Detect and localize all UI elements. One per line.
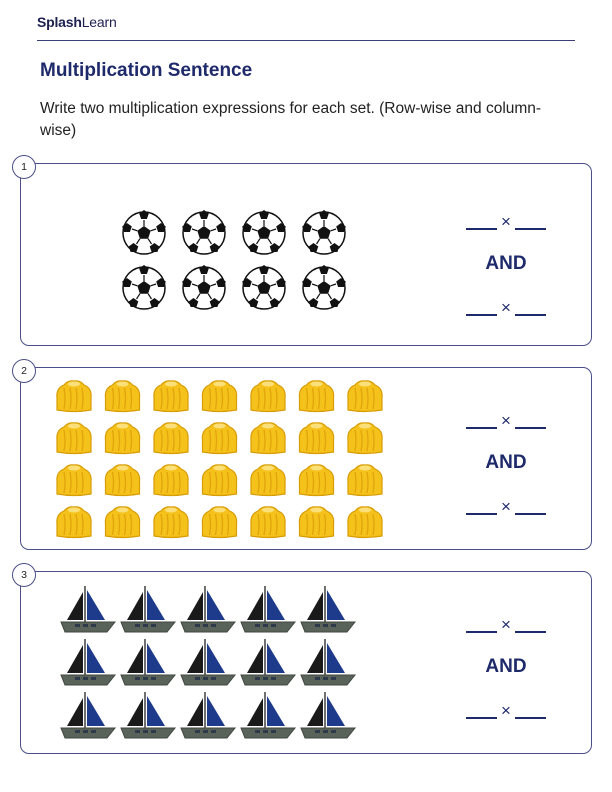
- times-sign: ×: [501, 701, 511, 720]
- jelly-icon: [105, 381, 139, 412]
- jelly-icon: [105, 507, 139, 538]
- header-divider: [37, 40, 575, 41]
- blank[interactable]: [515, 513, 546, 515]
- times-sign: ×: [501, 212, 511, 231]
- answer-area: [431, 403, 581, 533]
- expression-row-wise[interactable]: [431, 615, 581, 635]
- answer-area: [431, 204, 581, 334]
- blank[interactable]: [466, 513, 497, 515]
- blank[interactable]: [515, 631, 546, 633]
- jelly-icon: [251, 507, 285, 538]
- sailboat-icon: [301, 586, 355, 632]
- instructions: Write two multiplication expressions for each set. (Row-wise and column-wise): [40, 100, 542, 139]
- soccer-ball-icon: [242, 210, 286, 254]
- jelly-icon: [348, 381, 382, 412]
- jelly-icon: [348, 465, 382, 496]
- jelly-icon: [299, 423, 333, 454]
- jelly-icon: [202, 381, 236, 412]
- sailboat-icon: [61, 639, 115, 685]
- problem-number: 3: [12, 563, 36, 587]
- soccer-ball-icon: [122, 265, 166, 309]
- problem-box-2: [20, 367, 592, 550]
- and-label: AND: [485, 452, 527, 473]
- jelly-icon: [154, 423, 188, 454]
- splashlearn-logo: [37, 14, 117, 30]
- sailboat-icon: [181, 639, 235, 685]
- expression-column-wise[interactable]: [431, 298, 581, 318]
- sailboat-icon: [301, 692, 355, 738]
- blank[interactable]: [515, 427, 546, 429]
- sailboat-icon: [121, 586, 175, 632]
- jelly-icon: [154, 465, 188, 496]
- jelly-icon: [57, 423, 91, 454]
- expression-column-wise[interactable]: [431, 497, 581, 517]
- times-sign: ×: [501, 411, 511, 430]
- times-sign: ×: [501, 615, 511, 634]
- soccer-ball-icon: [302, 210, 346, 254]
- jelly-icon: [348, 507, 382, 538]
- sailboat-icon: [241, 586, 295, 632]
- jelly-icon: [57, 381, 91, 412]
- soccer-ball-array: [21, 164, 401, 345]
- soccer-ball-icon: [182, 210, 226, 254]
- jelly-icon: [202, 423, 236, 454]
- jelly-icon: [105, 465, 139, 496]
- expression-row-wise[interactable]: [431, 411, 581, 431]
- blank[interactable]: [466, 314, 497, 316]
- answer-area: [431, 607, 581, 737]
- blank[interactable]: [466, 717, 497, 719]
- jelly-icon: [299, 507, 333, 538]
- blank[interactable]: [515, 717, 546, 719]
- sailboat-icon: [241, 692, 295, 738]
- and-label: AND: [485, 253, 527, 274]
- soccer-ball-icon: [242, 265, 286, 309]
- problem-number: 1: [12, 155, 36, 179]
- times-sign: ×: [501, 497, 511, 516]
- problem-number: 2: [12, 359, 36, 383]
- sailboat-icon: [181, 692, 235, 738]
- soccer-ball-icon: [302, 265, 346, 309]
- jelly-icon: [202, 465, 236, 496]
- sailboat-icon: [121, 639, 175, 685]
- sailboat-icon: [301, 639, 355, 685]
- soccer-ball-icon: [182, 265, 226, 309]
- jelly-icon: [251, 381, 285, 412]
- jelly-icon: [202, 507, 236, 538]
- sailboat-icon: [241, 639, 295, 685]
- jelly-icon: [154, 381, 188, 412]
- times-sign: ×: [501, 298, 511, 317]
- sailboat-array: [21, 572, 401, 753]
- blank[interactable]: [515, 228, 546, 230]
- logo-text-splash: Splash: [37, 14, 82, 30]
- blank[interactable]: [515, 314, 546, 316]
- and-label: AND: [485, 656, 527, 677]
- sailboat-icon: [61, 586, 115, 632]
- sailboat-icon: [181, 586, 235, 632]
- jelly-icon: [299, 381, 333, 412]
- jelly-icon: [57, 465, 91, 496]
- sailboat-icon: [121, 692, 175, 738]
- blank[interactable]: [466, 228, 497, 230]
- jelly-icon: [299, 465, 333, 496]
- blank[interactable]: [466, 631, 497, 633]
- jelly-icon: [251, 465, 285, 496]
- jelly-icon: [57, 507, 91, 538]
- jelly-array: [21, 368, 401, 549]
- jelly-icon: [348, 423, 382, 454]
- jelly-icon: [154, 507, 188, 538]
- blank[interactable]: [466, 427, 497, 429]
- jelly-icon: [251, 423, 285, 454]
- soccer-ball-icon: [122, 210, 166, 254]
- jelly-icon: [105, 423, 139, 454]
- page-title: Multiplication Sentence: [40, 60, 253, 81]
- expression-column-wise[interactable]: [431, 701, 581, 721]
- expression-row-wise[interactable]: [431, 212, 581, 232]
- logo-text-learn: Learn: [81, 14, 117, 30]
- problem-box-1: [20, 163, 592, 346]
- sailboat-icon: [61, 692, 115, 738]
- problem-box-3: [20, 571, 592, 754]
